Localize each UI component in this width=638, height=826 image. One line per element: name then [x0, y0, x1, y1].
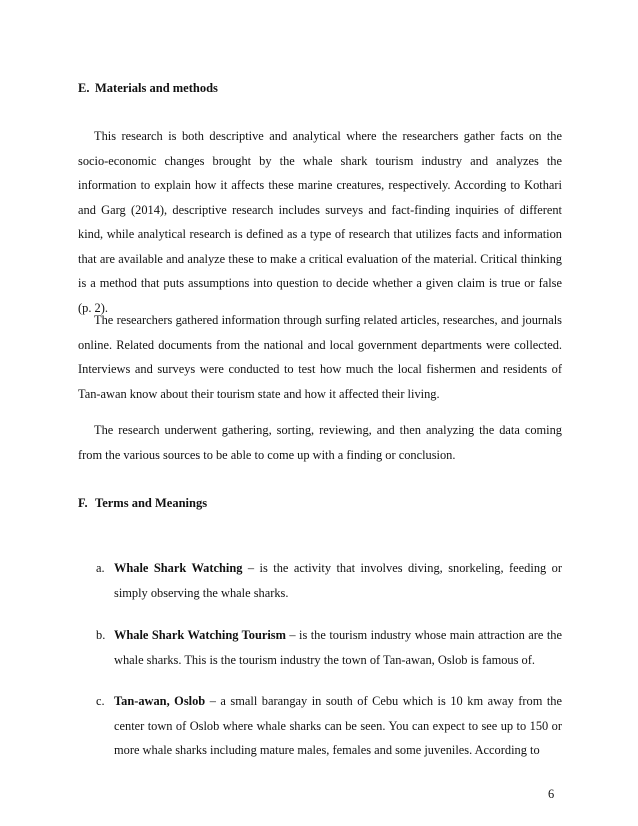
term-item-c-body: [114, 689, 562, 763]
section-e-title: Materials and methods: [95, 81, 218, 95]
section-e-paragraph-2: The researchers gathered information through surfing related articles, researches, and journals online. Related documents from the national and local government departments were collected. Interviews and surveys were conducted to test how much the local fishermen and residents of Tan-awan know about their tourism state and how it affected their living.: [78, 313, 562, 401]
section-e-paragraph-3: The research underwent gathering, sorting, reviewing, and then analyzing the data coming from the various sources to be able to come up with a finding or conclusion.: [78, 423, 562, 462]
page-number: 6: [548, 787, 555, 801]
section-e-heading: [78, 81, 218, 96]
term-item-a-definition: – is the activity that involves diving, snorkeling, feeding or simply observing the whale sharks.: [114, 561, 562, 600]
section-f-heading: [78, 496, 207, 511]
term-item-b: [96, 623, 562, 672]
term-item-a-term: Whale Shark Watching: [114, 561, 243, 575]
term-item-c-definition: – a small barangay in south of Cebu which is 10 km away from the center town of Oslob where whale sharks can be seen. You can expect to see up to 150 or more whale sharks including mature males, females and some juveniles. According to: [114, 694, 562, 757]
term-item-a-marker: a.: [96, 561, 105, 575]
section-f-title: Terms and Meanings: [95, 496, 208, 510]
term-item-a: [96, 556, 562, 605]
term-item-b-marker: b.: [96, 628, 106, 642]
section-e-paragraph-1: This research is both descriptive and analytical where the researchers gather facts on the socio-economic changes brought by the whale shark tourism industry and analyzes the information to explain how it affects these marine creatures, respectively. According to Kothari and Garg (2014), descriptive research includes surveys and fact-finding inquiries of different kind, while analytical research is defined as a type of research that utilizes facts and information that are available and analyze these to make a critical evaluation of the material. Critical thinking is a method that puts assumptions into question to decide whether a given claim is true or false (p. 2).: [78, 129, 562, 315]
term-item-a-body: [114, 556, 562, 605]
term-item-b-definition: – is the tourism industry whose main attraction are the whale sharks. This is the tourism industry the town of Tan-awan, Oslob is famous of.: [114, 628, 562, 667]
term-item-b-body: [114, 623, 562, 672]
term-item-c-term: Tan-awan, Oslob: [114, 694, 206, 708]
term-item-c-marker: c.: [96, 694, 105, 708]
term-item-c: [96, 689, 562, 763]
section-e-marker: E.: [78, 81, 90, 95]
term-item-b-term: Whale Shark Watching Tourism: [114, 628, 286, 642]
section-f-marker: F.: [78, 496, 88, 510]
